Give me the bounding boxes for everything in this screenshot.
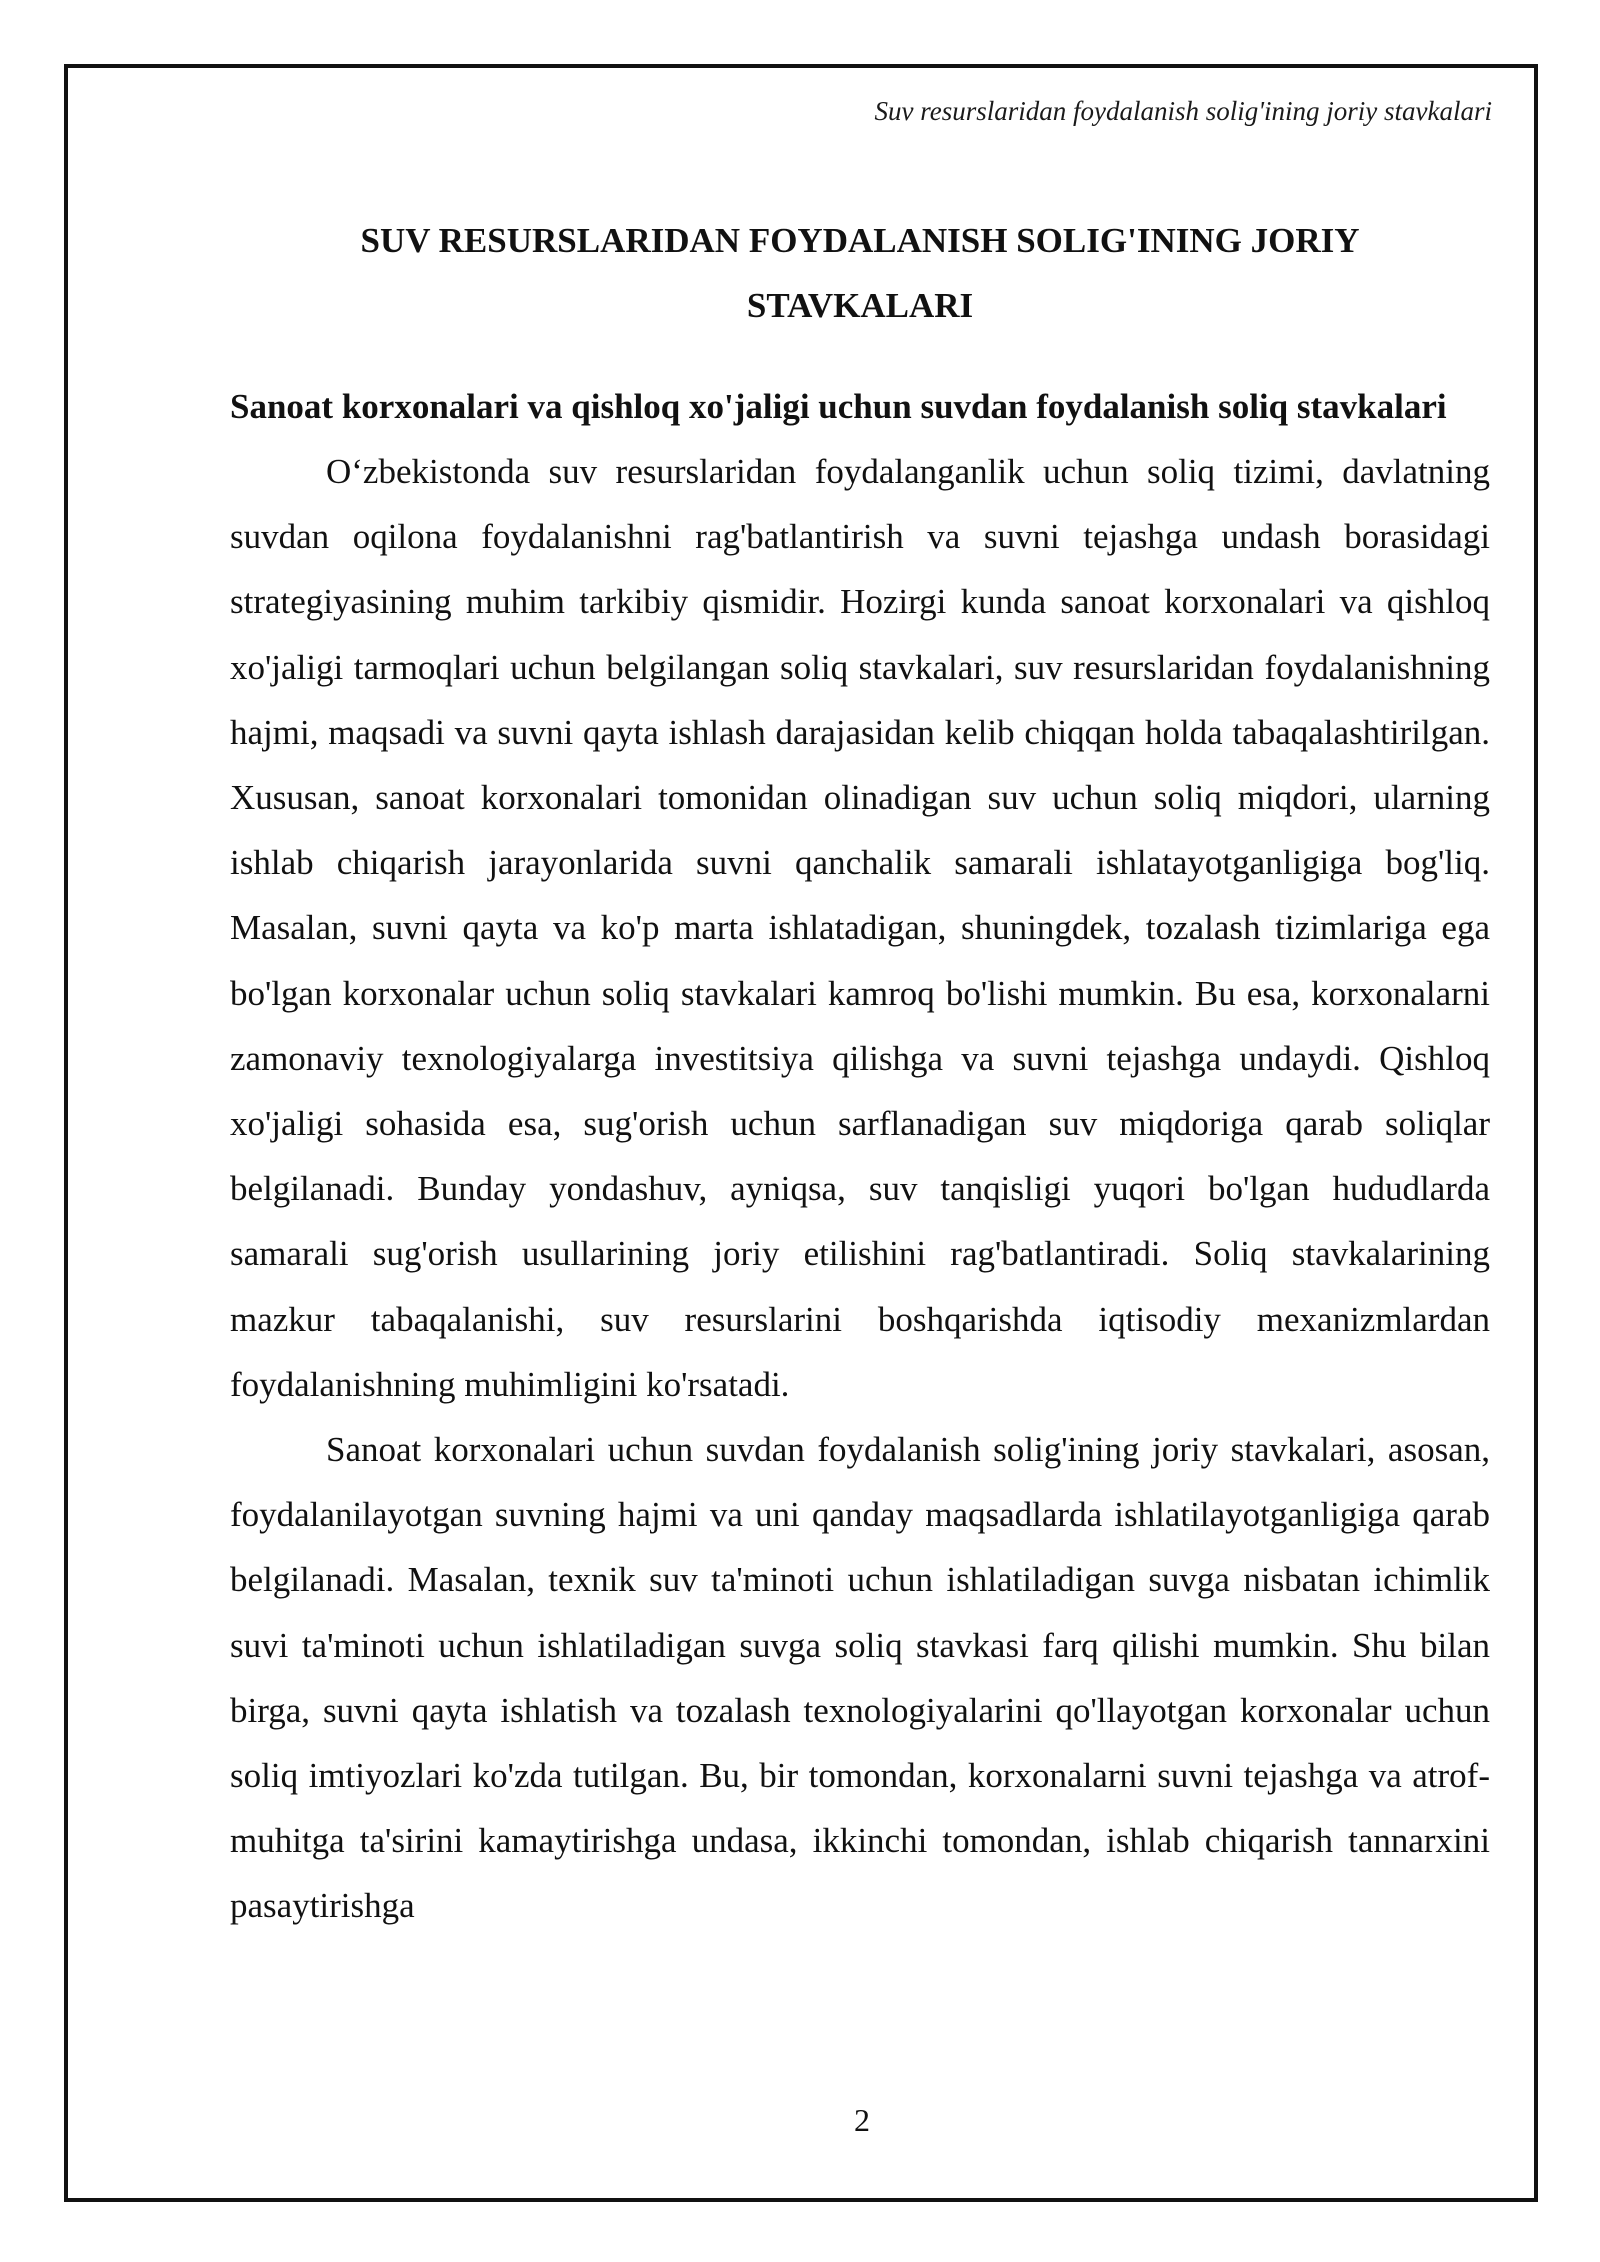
- section-heading: Sanoat korxonalari va qishloq xo'jaligi uchun suvdan foydalanish soliq stavkalari: [230, 387, 1447, 426]
- page-number: 2: [854, 2102, 870, 2138]
- running-header: Suv resurslaridan foydalanish solig'ining joriy stavkalari: [874, 96, 1492, 126]
- page-content: [230, 208, 1490, 1939]
- paragraph: O‘zbekistonda suv resurslaridan foydalanganlik uchun soliq tizimi, davlatning suvdan oqilona foydalanishni rag'batlantirish va suvni tejashga undash borasidagi strategiyasining muhim tarkibiy qismidir. Hozirgi kunda sanoat korxonalari va qishloq xo'jaligi tarmoqlari uchun belgilangan soliq stavkalari, suv resurslaridan foydalanishning hajmi, maqsadi va suvni qayta ishlash darajasidan kelib chiqqan holda tabaqalashtirilgan. Xususan, sanoat korxonalari tomonidan olinadigan suv uchun soliq miqdori, ularning ishlab chiqarish jarayonlarida suvni qanchalik samarali ishlatayotganligiga bog'liq. Masalan, suvni qayta va ko'p marta ishlatadigan, shuningdek, tozalash tizimlariga ega bo'lgan korxonalar uchun soliq stavkalari kamroq bo'lishi mumkin. Bu esa, korxonalarni zamonaviy texnologiyalarga investitsiya qilishga va suvni tejashga undaydi. Qishloq xo'jaligi sohasida esa, sug'orish uchun sarflanadigan suv miqdoriga qarab soliqlar belgilanadi. Bunday yondashuv, ayniqsa, suv tanqisligi yuqori bo'lgan hududlarda samarali sug'orish usullarining joriy etilishini rag'batlantiradi. Soliq stavkalarining mazkur tabaqalanishi, suv resurslarini boshqarishda iqtisodiy mexanizmlardan foydalanishning muhimligini ko'rsatadi.: [230, 452, 1490, 1404]
- document-title: SUV RESURSLARIDAN FOYDALANISH SOLIG'INING JORIY STAVKALARI: [360, 221, 1360, 325]
- paragraph: Sanoat korxonalari uchun suvdan foydalanish solig'ining joriy stavkalari, asosan, foydalanilayotgan suvning hajmi va uni qanday maqsadlarda ishlatilayotganligiga qarab belgilanadi. Masalan, texnik suv ta'minoti uchun ishlatiladigan suvga nisbatan ichimlik suvi ta'minoti uchun ishlatiladigan suvga soliq stavkasi farq qilishi mumkin. Shu bilan birga, suvni qayta ishlatish va tozalash texnologiyalarini qo'llayotgan korxonalar uchun soliq imtiyozlari ko'zda tutilgan. Bu, bir tomondan, korxonalarni suvni tejashga va atrof-muhitga ta'sirini kamaytirishga undasa, ikkinchi tomondan, ishlab chiqarish tannarxini pasaytirishga: [230, 1430, 1490, 1926]
